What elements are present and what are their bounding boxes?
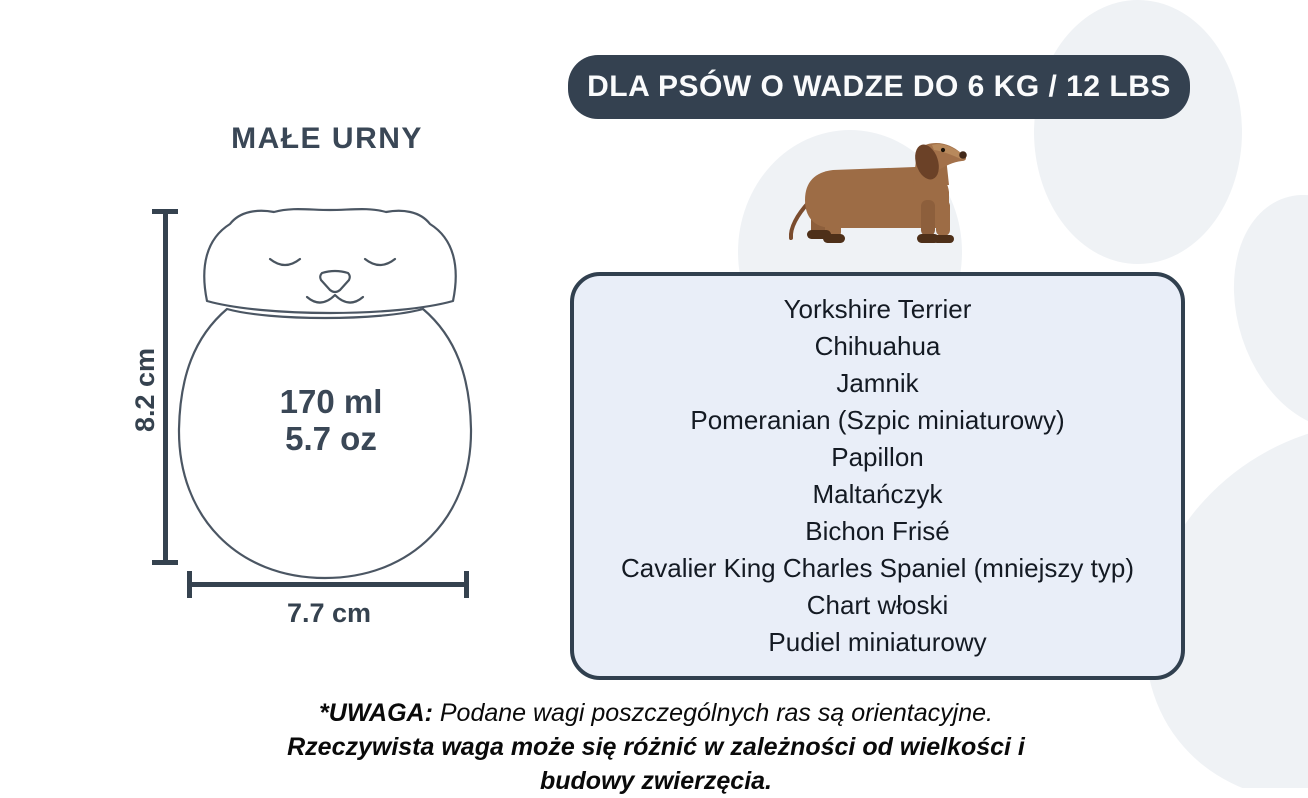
urn-volume-oz: 5.7 oz (285, 420, 377, 457)
breed-item: Papillon (831, 442, 924, 472)
width-dimension-cap-right (464, 571, 469, 598)
urn-volume (231, 383, 431, 457)
breeds-list (574, 291, 1181, 661)
note-prefix: *UWAGA: (319, 699, 433, 727)
breed-item: Bichon Frisé (805, 516, 950, 546)
page-title: MAŁE URNY (231, 122, 423, 155)
height-dimension-cap-bottom (152, 560, 178, 565)
breeds-panel (570, 272, 1185, 680)
width-dimension-cap-left (187, 571, 192, 598)
width-dimension-line (189, 582, 469, 587)
weight-badge (568, 55, 1190, 119)
disclaimer-note (246, 696, 1066, 798)
weight-badge-label: DLA PSÓW O WADZE DO 6 KG / 12 LBS (587, 70, 1171, 103)
height-dimension-cap-top (152, 209, 178, 214)
breed-item: Pomeranian (Szpic miniaturowy) (690, 405, 1065, 435)
urn-volume-ml: 170 ml (279, 383, 383, 420)
breed-item: Chart włoski (806, 590, 949, 620)
breed-item: Yorkshire Terrier (783, 294, 972, 324)
note-emphasis: Rzeczywista waga może się różnić w zależności od wielkości i budowy zwierzęcia. (287, 733, 1025, 795)
breed-item: Cavalier King Charles Spaniel (mniejszy typ) (621, 553, 1134, 583)
breed-item: Pudiel miniaturowy (768, 627, 987, 657)
dachshund-icon (785, 140, 985, 245)
breed-item: Chihuahua (814, 331, 941, 361)
breed-item: Jamnik (836, 368, 919, 398)
note-body: Podane wagi poszczególnych ras są orientacyjne. (432, 699, 993, 727)
height-dimension-line (163, 211, 168, 563)
breed-item: Maltańczyk (812, 479, 943, 509)
height-dimension-label: 8.2 cm (130, 347, 160, 433)
width-dimension-label: 7.7 cm (286, 598, 372, 628)
